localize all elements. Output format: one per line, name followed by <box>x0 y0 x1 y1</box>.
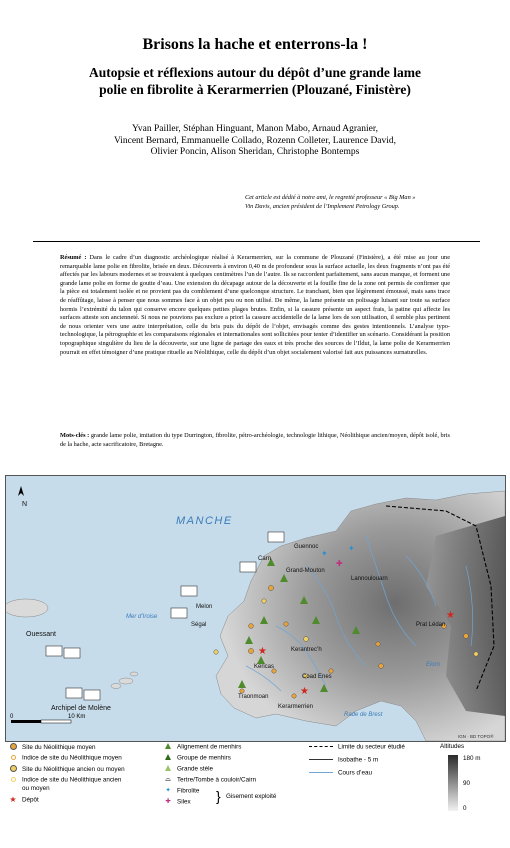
north-label: N <box>22 501 28 508</box>
author-line: Olivier Poncin, Alison Sheridan, Christophe Bontemps <box>150 147 360 158</box>
altitude-mid: 90 <box>463 780 471 787</box>
legend-item: Site du Néolithique ancien ou moyen <box>8 765 125 774</box>
depot-prat-ledan: ★ <box>446 610 455 621</box>
fibrolite-icon: ✦ <box>165 787 171 794</box>
keywords <box>60 432 450 449</box>
site-early-middle-icon <box>10 765 17 772</box>
legend-item: ★ Dépôt <box>9 795 39 804</box>
depot-star-icon: ★ <box>9 795 17 804</box>
boundary-line-icon <box>309 746 333 747</box>
place-traonmoan: Traonmoan <box>238 694 269 700</box>
place-ouessant: Ouessant <box>26 631 56 638</box>
molene-island <box>130 672 138 676</box>
article-title: Brisons la hache et enterrons-la ! <box>142 36 368 53</box>
legend-item: Cours d’eau <box>308 769 372 778</box>
place-kerantrec: Kerantrec’h <box>291 647 322 653</box>
gisement-label: Gisement exploité <box>226 793 277 800</box>
svg-text:0: 0 <box>10 714 14 720</box>
silex-icon: ✚ <box>165 798 171 805</box>
site-early-indication-icon <box>11 777 16 782</box>
svg-text:✦: ✦ <box>321 549 328 558</box>
author-line: Yvan Pailler, Stéphan Hinguant, Manon Mabo, Arnaud Agranier, <box>131 124 379 134</box>
author-line: Vincent Bernard, Emmanuelle Collado, Rozenn Colleter, Laurence David, <box>113 135 397 146</box>
subtitle-line: polie en fibrolite à Kerarmerrien (Plouzané, Finistère) <box>99 82 411 97</box>
place-lannoulouarn: Lannoulouarn <box>351 576 388 582</box>
legend-item: Grande stèle <box>163 765 213 774</box>
keywords-text: grande lame polie, imitation du type Durrington, fibrolite, pétro-archéologie, technologie lithique, Néolithique ancien/moyen, dépôt isolé, bris de la hache, acte sacrificatoire, Bretagne. <box>60 432 450 448</box>
legend-item: Indice de site du Néolithique moyen <box>8 754 122 763</box>
site-indication-icon <box>11 755 16 760</box>
depot-kerarmerrien: ★ <box>300 686 309 697</box>
legend-item: Limite du secteur étudié <box>308 743 405 752</box>
author-list <box>20 124 490 159</box>
svg-text:✚: ✚ <box>336 559 343 568</box>
altitude-ramp <box>448 755 458 811</box>
sea-label: MANCHE <box>176 515 233 527</box>
abstract-text: Dans le cadre d’un diagnostic archéologique réalisé à Kerarmerrien, sur la commune de Plouzané (Finistère), a été mise au jour une remarquable lame polie en fibrolite, brisée en deux. Découverts à environ 0,40 m de profondeur sous la surface actuelle, les deux fragments n’ont pas été affectés par les labours modernes et se trouvaient à quelques centimètres l’un de l’autre. Ils se raccordent parfaitement, sans aucun manque, et forment une grande lame polie en forme de goutte d’eau. Une extension du décapage autour de la découverte et la fouille fine de la zone ont permis de confirmer que la pièce est totalement isolée et ne provient pas du comblement d’une quelconque structure. Le tranchant, bien que légèrement émoussé, mais sans trace de réaffûtage, laisse à penser que nous sommes face à un objet peu ou non utilisé. De même, la lame présente un polissage luisant sur toute sa surface hormis l’extrémité du talon qui conserve encore quelques petites plages brutes. Enfin, si la cassure présente un aspect frais, la patine qui affecte les surfaces atteste son ancienneté. Si nous ne pouvions pas exclure a priori la cassure accidentelle de la lame lors de son utilisation, il semble plus pertinent de nous orienter vers une autre interprétation, celle du bris puis du dépôt de l’objet, envisagés comme des gestes intentionnels. L’analyse typo-technologique, la pétrographie et les comparaisons régionales et internationales sont sollicitées pour tenter d’identifier un scénario. Considérant la position topographique singulière du lieu de la découverte, sur une ligne de partage des eaux et très proche des sources de l’Ildut, la lame polie de Kerarmerrien pourrait en effet témoigner d’une pratique rituelle au Néolithique, celle du dépôt d’un objet socialement valorisé fait aux puissances surnaturelles. <box>60 254 450 356</box>
legend-item: ✚ Silex <box>163 798 191 807</box>
map-svg <box>6 476 505 741</box>
stele-icon <box>165 765 171 771</box>
legend-item: ✦ Fibrolite <box>163 787 199 796</box>
ouessant-island <box>6 599 48 617</box>
legend-item: ⌓ Tertre/Tombe à couloir/Cairn <box>163 776 256 785</box>
subtitle-line: Autopsie et réflexions autour du dépôt d’une grande lame <box>88 65 421 80</box>
molene-island <box>119 678 133 684</box>
place-carn: Carn <box>258 556 272 562</box>
altitude-min: 0 <box>463 805 467 812</box>
keywords-label: Mots-clés : <box>60 432 90 439</box>
altitude-max: 180 m <box>463 755 481 762</box>
place-prat-ledan: Prat Lédan <box>416 622 446 628</box>
place-elorn: Elorn <box>426 662 441 668</box>
place-kerarmerrien: Kerarmerrien <box>278 704 314 710</box>
tomb-icon: ⌓ <box>165 776 171 783</box>
place-grand-mouton: Grand-Mouton <box>286 568 325 574</box>
legend-item: Indice de site du Néolithique ancien <box>8 776 121 785</box>
menhir-group-icon <box>165 754 171 760</box>
article-subtitle <box>40 64 470 98</box>
map-credit: IGN · BD TOPO® <box>458 734 494 739</box>
separator-rule <box>33 241 480 242</box>
svg-text:10 Km: 10 Km <box>68 714 86 720</box>
abstract-label: Résumé : <box>60 254 87 261</box>
place-melon: Melon <box>196 604 213 610</box>
map-legend <box>8 743 508 843</box>
dedication-line: Vin Davis, ancien président de l’Implement Petrology Group. <box>245 203 400 210</box>
legend-item: Isobathe - 5 m <box>308 756 378 765</box>
place-kericas: Kericas <box>254 664 275 670</box>
place-molene: Archipel de Molène <box>51 705 111 712</box>
isobath-line-icon <box>309 759 333 760</box>
place-guennoc: Guennoc <box>294 544 319 550</box>
molene-island <box>111 684 121 689</box>
menhir-alignment-icon <box>165 743 171 749</box>
dedication <box>245 193 490 211</box>
place-segal: Ségal <box>191 622 207 628</box>
river-line-icon <box>309 772 333 773</box>
place-coad-enes: Coad Enes <box>302 674 332 680</box>
altitude-title: Altitudes <box>440 743 465 750</box>
location-map <box>5 475 506 742</box>
legend-item: Groupe de menhirs <box>163 754 231 763</box>
abstract <box>60 254 450 357</box>
place-iroise: Mer d’Iroise <box>126 614 158 620</box>
brace: } <box>216 788 221 804</box>
legend-item: Alignement de menhirs <box>163 743 241 752</box>
legend-item-continued: ou moyen <box>22 785 50 792</box>
place-rade: Rade de Brest <box>344 712 383 718</box>
legend-item: Site du Néolithique moyen <box>8 743 96 752</box>
site-middle-neolithic-icon <box>10 743 17 750</box>
depot-kericas: ★ <box>258 646 267 657</box>
dedication-line: Cet article est dédié à notre ami, le regretté professeur « Big Man » <box>245 194 416 201</box>
svg-text:✦: ✦ <box>348 544 355 553</box>
